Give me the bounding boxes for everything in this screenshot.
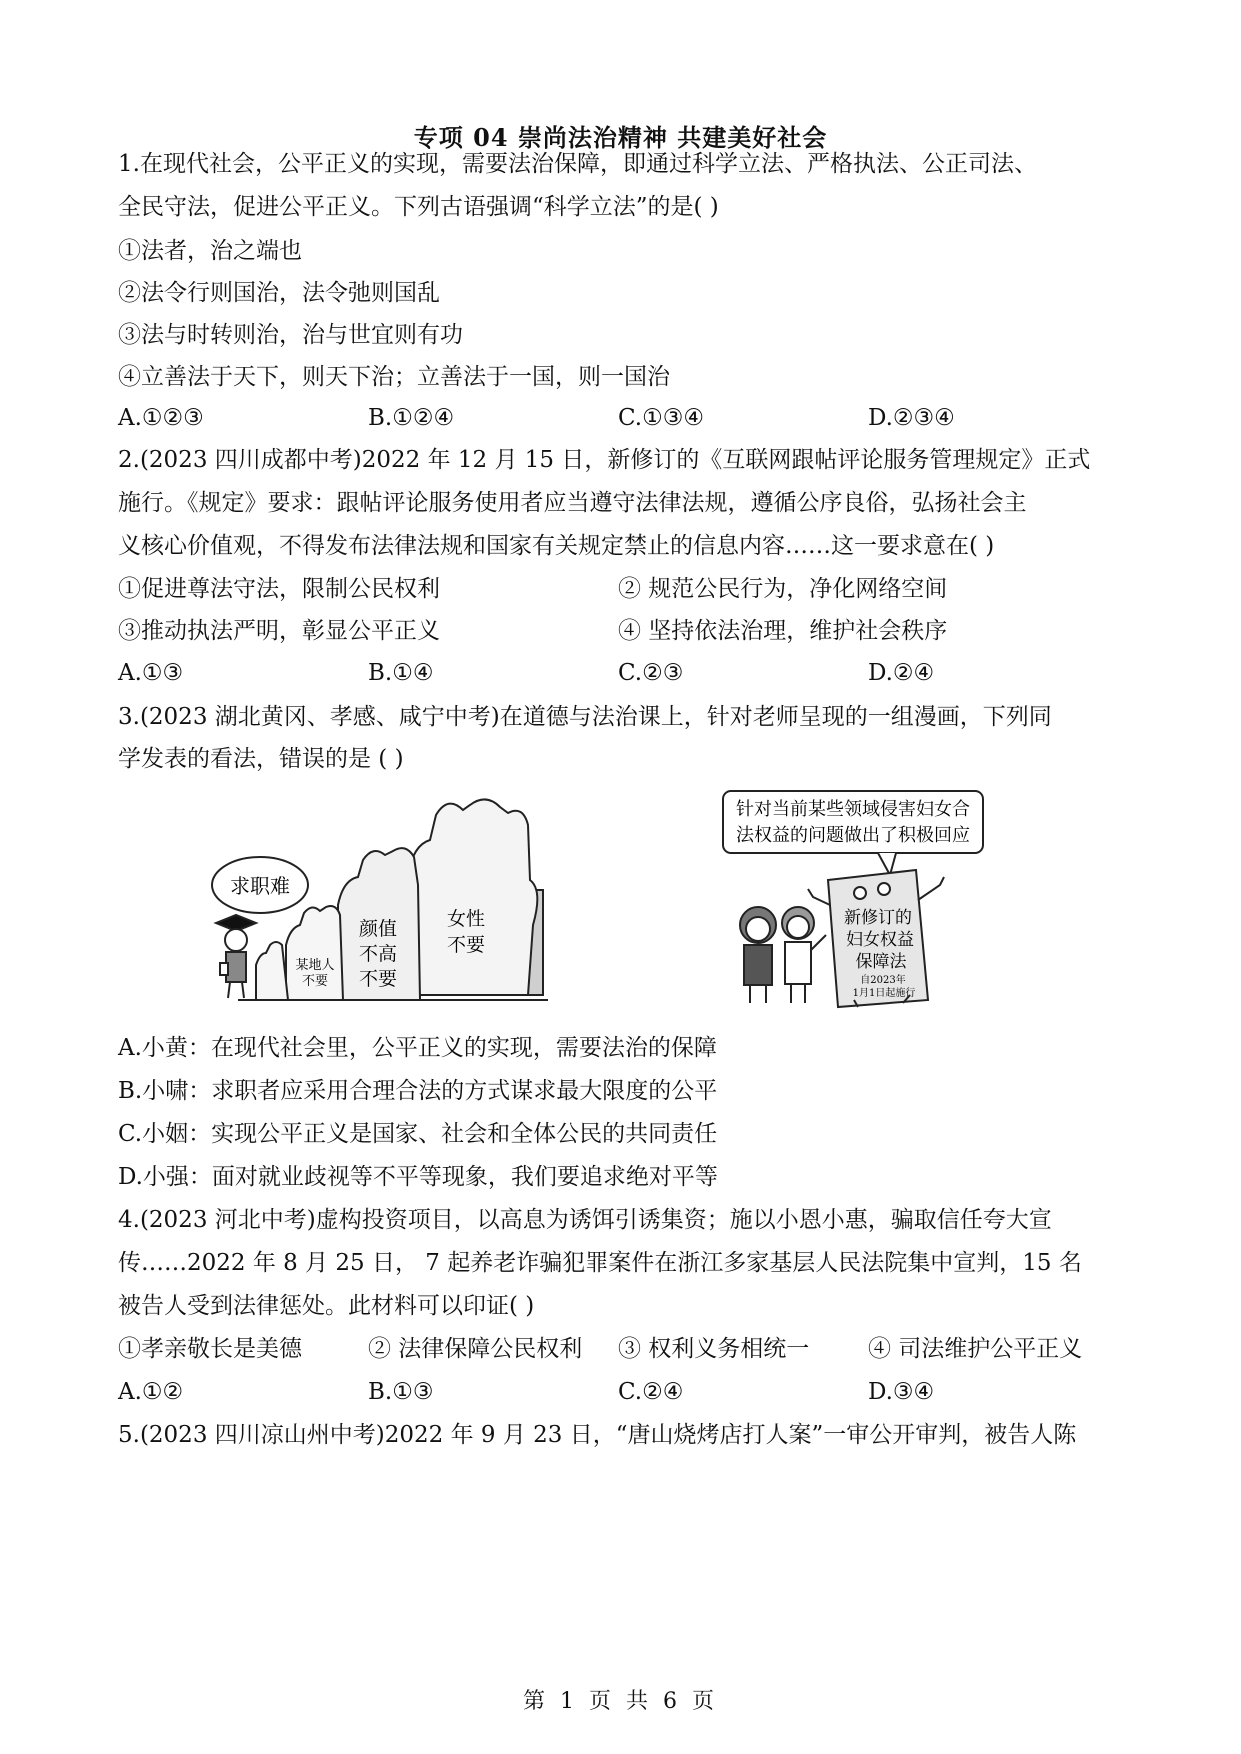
page-title: 专项 04 崇尚法治精神 共建美好社会	[413, 123, 828, 152]
svg-text:不要: 不要	[446, 934, 486, 956]
q4-choice-b: B.①③	[368, 1379, 434, 1405]
big-hand	[408, 799, 537, 995]
svg-text:不要: 不要	[301, 974, 329, 989]
q3-choice-d: D.小强：面对就业歧视等不平等现象，我们要追求绝对平等	[118, 1164, 718, 1190]
law-bubble-line1: 针对当前某些领域侵害妇女合	[736, 799, 970, 820]
girl-1-body	[744, 945, 772, 985]
q1-choice-c: C.①③④	[618, 405, 704, 431]
q2-choice-b: B.①④	[368, 660, 434, 686]
q4-stem-line2: 传……2022 年 8 月 25 日， 7 起养老诈骗犯罪案件在浙江多家基层人民法院集中宣判，15 名	[118, 1250, 1082, 1276]
q3-stem-line1: 3.(2023 湖北黄冈、孝感、咸宁中考)在道德与法治课上，针对老师呈现的一组漫画，下列同	[118, 704, 1052, 730]
q3-choice-c: C.小姻：实现公平正义是国家、社会和全体公民的共同责任	[118, 1121, 718, 1147]
girl-2-body	[785, 942, 811, 984]
q4-item-2: ② 法律保障公民权利	[368, 1336, 583, 1362]
q2-stem-line2: 施行。《规定》要求：跟帖评论服务使用者应当遵守法律法规，遵循公序良俗，弘扬社会主	[118, 490, 1027, 516]
q2-item-1: ①促进尊法守法，限制公民权利	[118, 576, 440, 602]
q2-choice-c: C.②③	[618, 660, 684, 686]
q4-choice-d: D.③④	[868, 1379, 935, 1405]
tiny-hand	[256, 942, 288, 1000]
q3-choice-b: B.小啸：求职者应采用合理合法的方式谋求最大限度的公平	[118, 1078, 718, 1104]
svg-text:女性: 女性	[446, 908, 486, 930]
svg-text:不高: 不高	[358, 943, 398, 965]
q1-choice-d: D.②③④	[868, 405, 955, 431]
q2-choice-a: A.①③	[118, 660, 184, 686]
q4-item-4: ④ 司法维护公平正义	[868, 1336, 1083, 1362]
page-footer: 第 1 页 共 6 页	[523, 1689, 718, 1714]
q1-item-3: ③法与时转则治，治与世宜则有功	[118, 322, 463, 348]
graduate-head	[225, 929, 247, 951]
q2-item-2: ② 规范公民行为，净化网络空间	[618, 576, 948, 602]
q5-stem-line1: 5.(2023 四川凉山州中考)2022 年 9 月 23 日，“唐山烧烤店打人案”一审公开审判，被告人陈	[118, 1422, 1077, 1448]
q4-choice-c: C.②④	[618, 1379, 684, 1405]
q1-item-2: ②法令行则国治，法令弛则国乱	[118, 280, 440, 306]
q1-stem-line1: 1.在现代社会，公平正义的实现，需要法治保障，即通过科学立法、严格执法、公正司法、	[118, 151, 1037, 177]
q1-stem-line2: 全民守法，促进公平正义。下列古语强调“科学立法”的是( )	[118, 194, 719, 220]
law-bubble-line2: 法权益的问题做出了积极回应	[736, 825, 970, 846]
q2-item-4: ④ 坚持依法治理，维护社会秩序	[618, 618, 948, 644]
q4-stem-line3: 被告人受到法律惩处。此材料可以印证( )	[118, 1293, 535, 1319]
q1-choice-a: A.①②③	[118, 405, 204, 431]
svg-text:不要: 不要	[358, 968, 398, 990]
svg-text:自2023年: 自2023年	[860, 975, 906, 986]
q3-choice-a: A.小黄：在现代社会里，公平正义的实现，需要法治的保障	[118, 1035, 717, 1061]
q3-stem-line2: 学发表的看法，错误的是 ( )	[118, 746, 404, 772]
q4-choice-a: A.①②	[118, 1379, 184, 1405]
q1-item-1: ①法者，治之端也	[118, 238, 302, 264]
svg-text:保障法: 保障法	[855, 952, 907, 972]
svg-text:1月1日起施行: 1月1日起施行	[852, 988, 916, 999]
q2-choice-d: D.②④	[868, 660, 935, 686]
svg-text:新修订的: 新修订的	[844, 908, 912, 928]
q1-choice-b: B.①②④	[368, 405, 455, 431]
q1-item-4: ④立善法于天下，则天下治；立善法于一国，则一国治	[118, 364, 670, 390]
job-discrimination-cartoon	[208, 785, 608, 1010]
q4-item-3: ③ 权利义务相统一	[618, 1336, 810, 1362]
svg-text:某地人: 某地人	[295, 958, 335, 973]
q4-item-1: ①孝亲敬长是美德	[118, 1336, 302, 1362]
q2-item-3: ③推动执法严明，彰显公平正义	[118, 618, 440, 644]
svg-text:妇女权益: 妇女权益	[846, 930, 914, 950]
q2-stem-line1: 2.(2023 四川成都中考)2022 年 12 月 15 日，新修订的《互联网跟帖评论服务管理规定》正式	[118, 447, 1091, 473]
bubble-text: 求职难	[230, 874, 290, 898]
q2-stem-line3: 义核心价值观，不得发布法律法规和国家有关规定禁止的信息内容……这一要求意在( )	[118, 533, 995, 559]
womens-rights-law-cartoon	[718, 785, 1018, 1010]
q4-stem-line1: 4.(2023 河北中考)虚构投资项目，以高息为诱饵引诱集资；施以小恩小惠，骗取信任夸大宣	[118, 1207, 1052, 1233]
svg-text:颜值: 颜值	[358, 918, 398, 940]
